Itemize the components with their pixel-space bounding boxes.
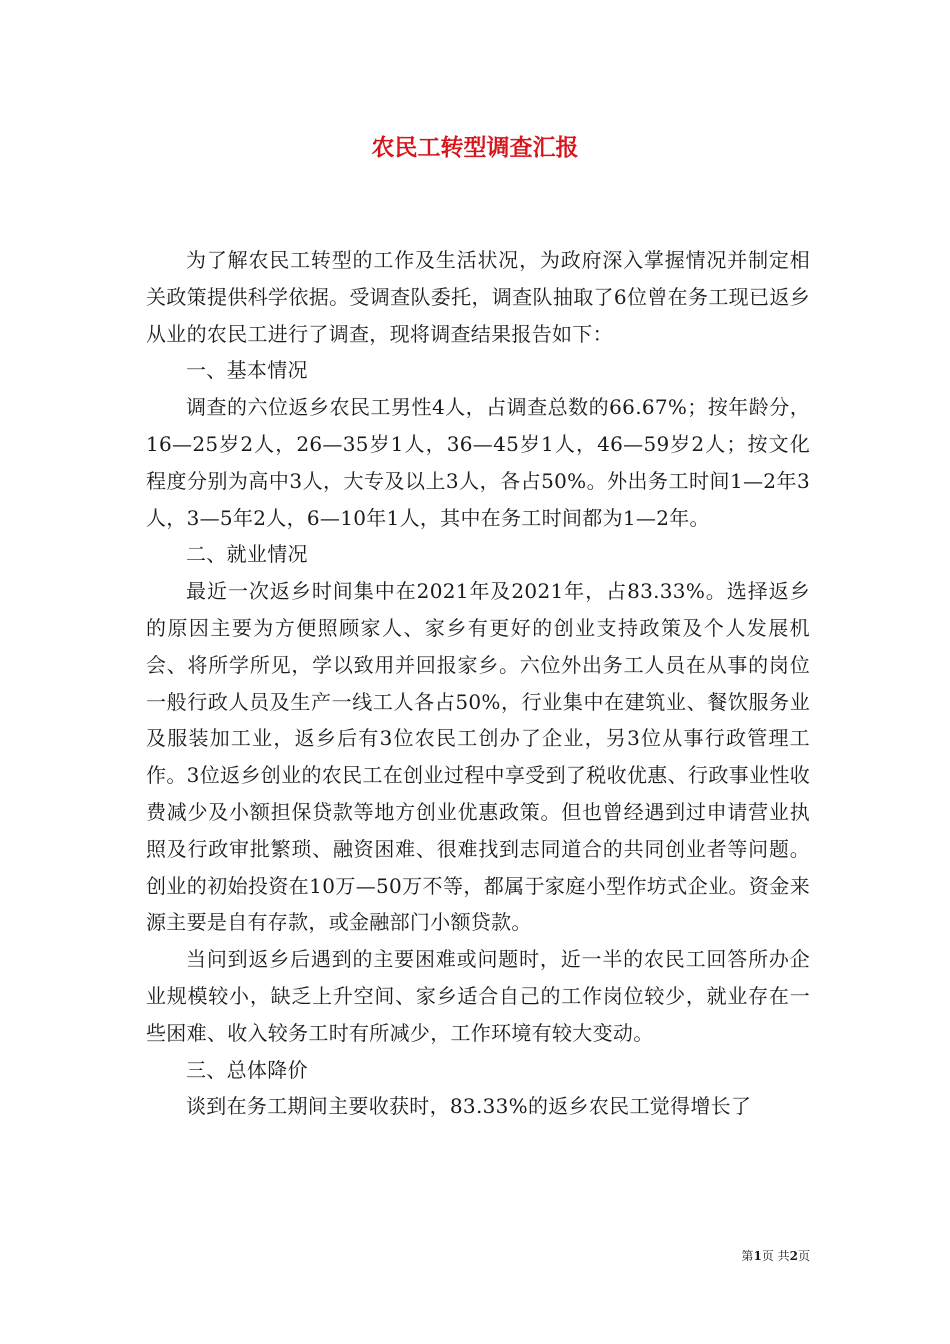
section-heading-overall: 三、总体降价 <box>186 1057 308 1082</box>
paragraph-basic: 调查的六位返乡农民工男性4人，占调查总数的66.67%；按年龄分，16—25岁2人，26—35岁1人，36—45岁1人，46—59岁2人；按文化程度分别为高中3人，大专及以上3人，各占50%。外出务工时间1—2年3人，3—5年2人，6—10年1人，其中在务工时间都为1—2年。 <box>146 395 810 530</box>
paragraph-intro: 为了解农民工转型的工作及生活状况，为政府深入掌握情况并制定相关政策提供科学依据。受调查队委托，调查队抽取了6位曾在务工现已返乡从业的农民工进行了调查，现将调查结果报告如下： <box>146 248 810 346</box>
footer-suffix: 页 <box>797 1249 810 1263</box>
footer-page-number: 1 <box>753 1249 762 1263</box>
document-title: 农民工转型调查汇报 <box>371 135 579 161</box>
paragraph-employment: 最近一次返乡时间集中在2021年及2021年，占83.33%。选择返乡的原因主要为方便照顾家人、家乡有更好的创业支持政策及个人发展机会、将所学所见，学以致用并回报家乡。六位外出务工人员在从事的岗位一般行政人员及生产一线工人各占50%，行业集中在建筑业、餐饮服务业及服装加工业，返乡后有3位农民工创办了企业，另3位从事行政管理工作。3位返乡创业的农民工在创业过程中享受到了税收优惠、行政事业性收费减少及小额担保贷款等地方创业优惠政策。但也曾经遇到过申请营业执照及行政审批繁琐、融资困难、很难找到志同道合的共同创业者等问题。创业的初始投资在10万—50万不等，都属于家庭小型作坊式企业。资金来源主要是自有存款，或金融部门小额贷款。 <box>146 579 810 935</box>
footer-middle: 页 共 <box>761 1249 790 1263</box>
footer-prefix: 第 <box>741 1249 754 1263</box>
paragraph-overall: 谈到在务工期间主要收获时，83.33%的返乡农民工觉得增长了 <box>186 1094 752 1119</box>
paragraph-difficulties: 当问到返乡后遇到的主要困难或问题时，近一半的农民工回答所办企业规模较小，缺乏上升空间、家乡适合自己的工作岗位较少，就业存在一些困难、收入较务工时有所减少，工作环境有较大变动。 <box>146 947 810 1045</box>
section-heading-employment: 二、就业情况 <box>186 542 308 567</box>
footer-total-pages: 2 <box>789 1249 798 1263</box>
document-body <box>146 242 810 1125</box>
page-footer <box>741 1248 810 1264</box>
section-heading-basic: 一、基本情况 <box>186 358 308 383</box>
